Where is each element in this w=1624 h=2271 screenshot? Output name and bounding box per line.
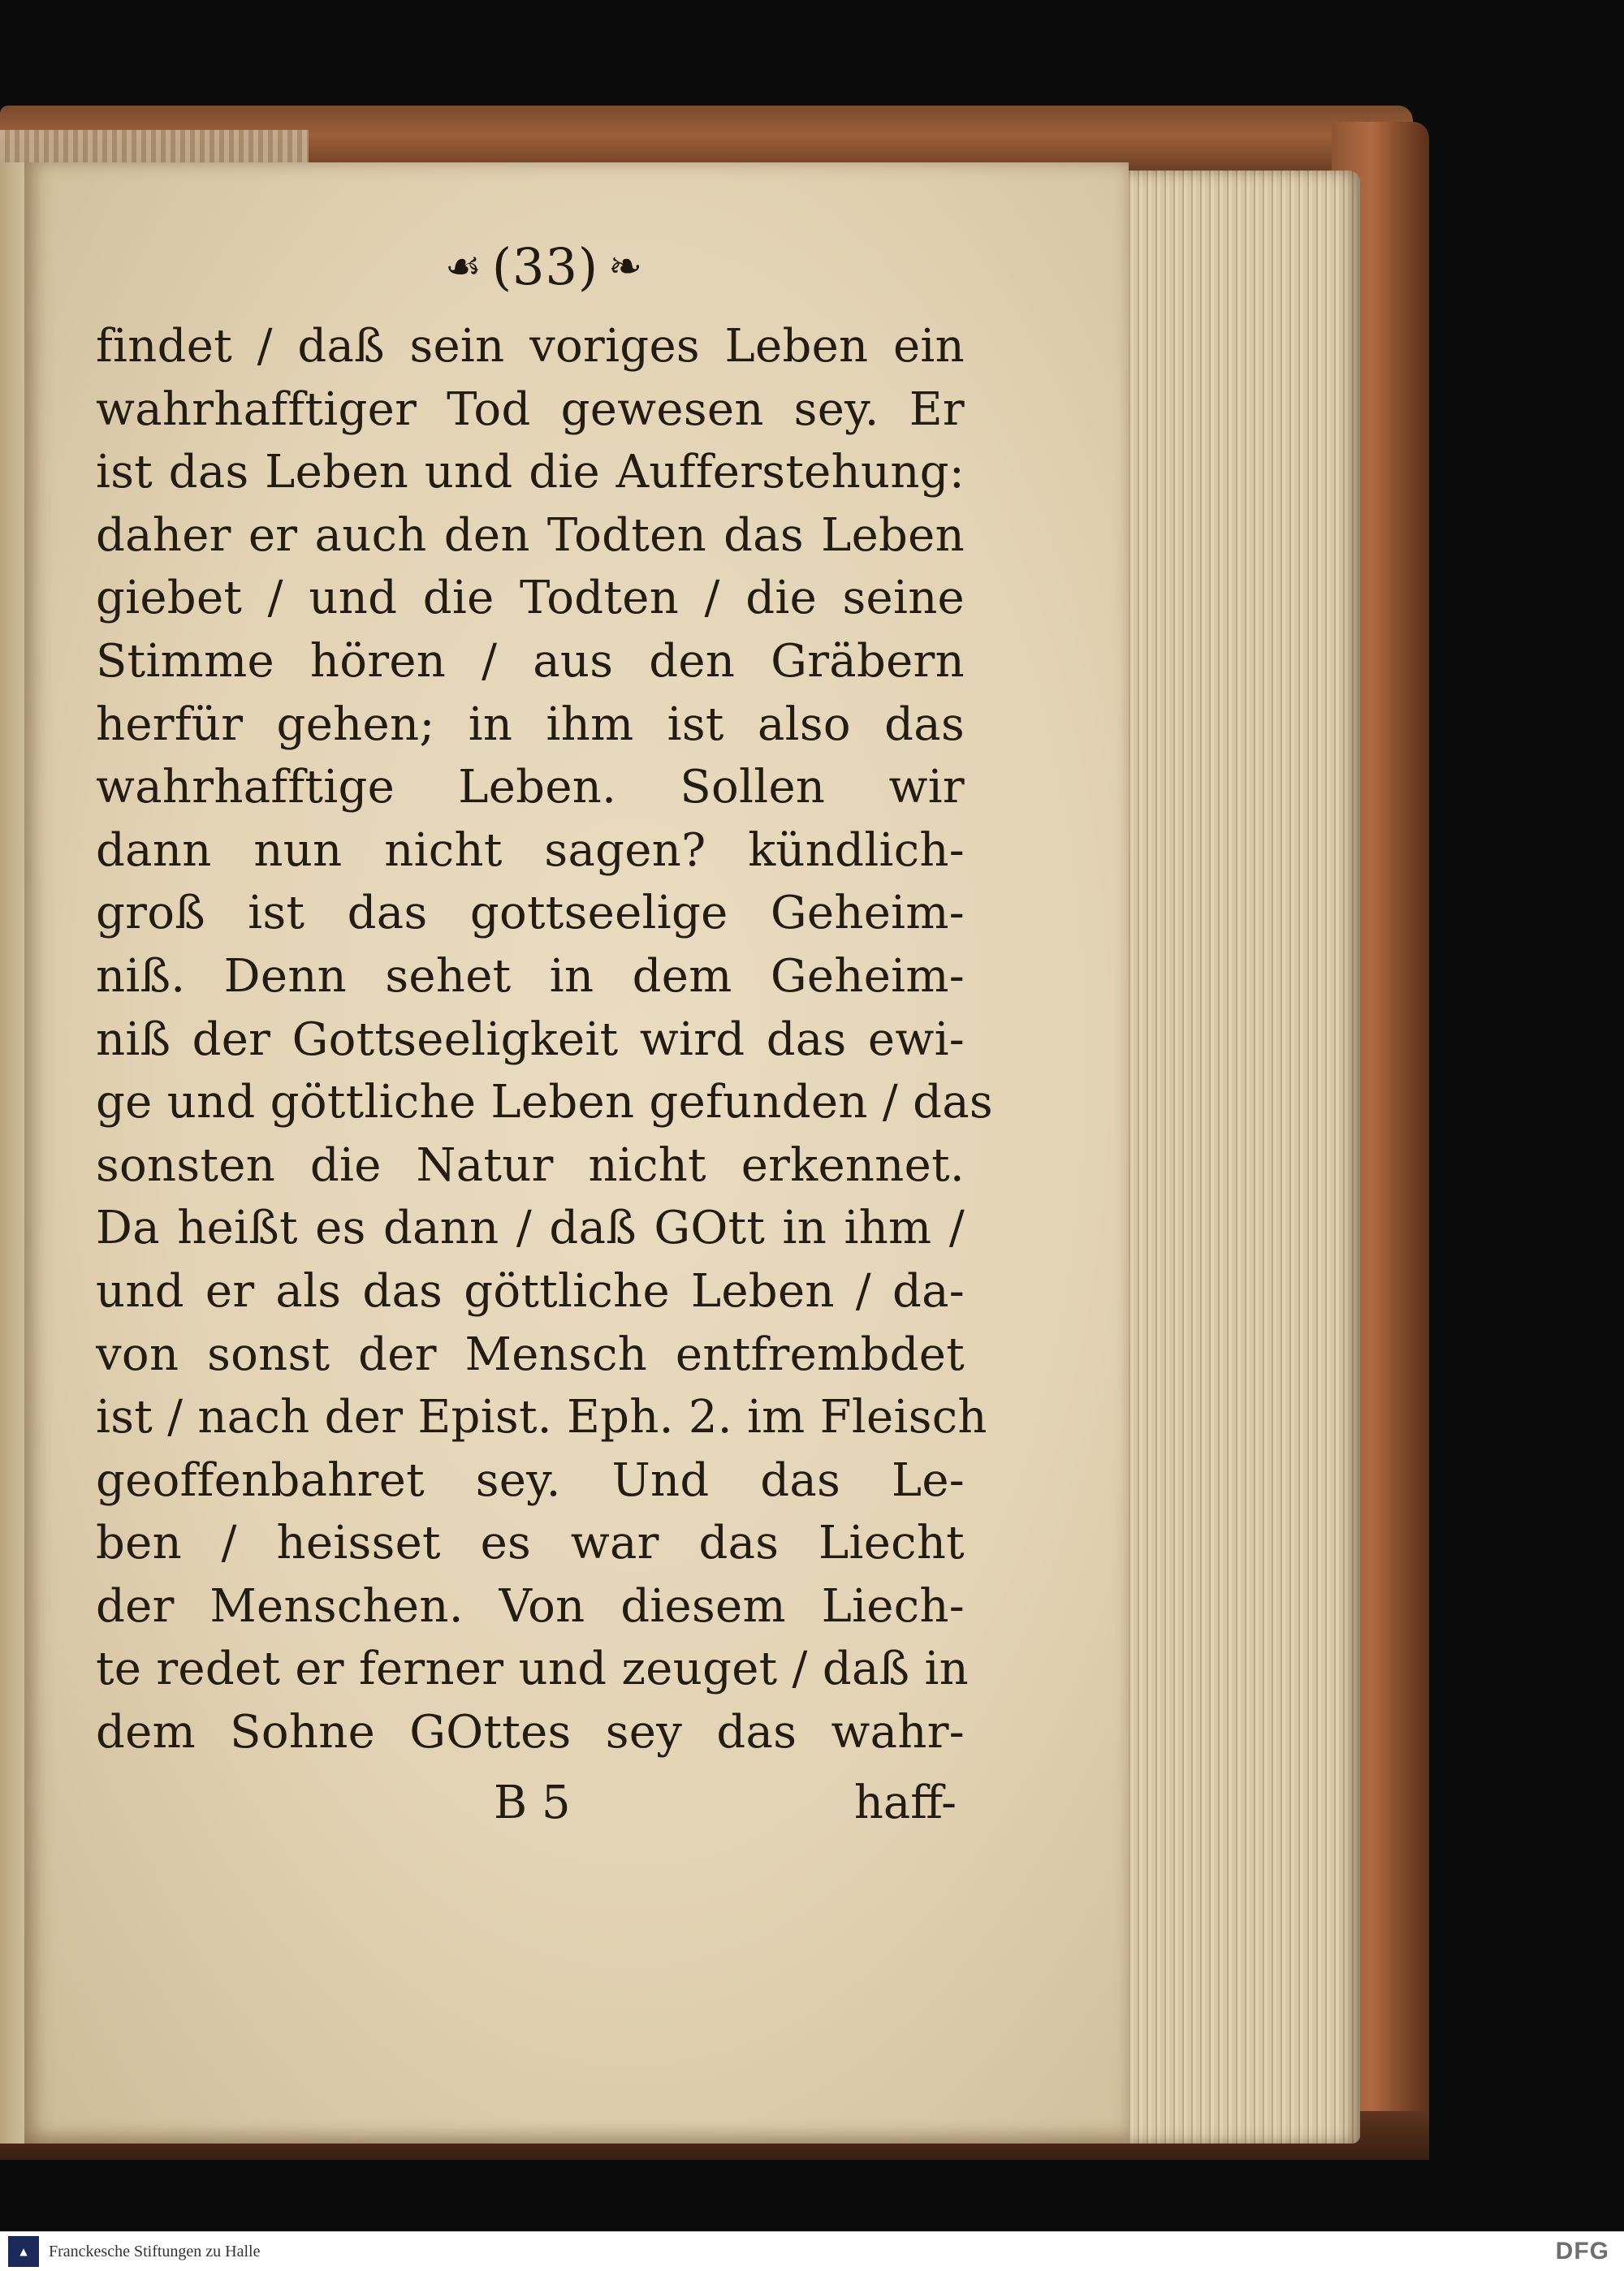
text-line: niß der Gottseeligkeit wird das ewi- [96, 1012, 965, 1066]
text-line: giebet / und die Todten / die seine [96, 572, 965, 625]
text-line: der Menschen. Von diesem Liech- [96, 1579, 965, 1633]
text-line: dem Sohne GOttes sey das wahr- [96, 1706, 965, 1759]
text-line: ge und göttliche Leben gefunden / das [96, 1076, 993, 1129]
text-line: herfür gehen; in ihm ist also das [96, 697, 965, 751]
text-line: sonsten die Natur nicht erkennet. [96, 1138, 965, 1192]
viewer-footer-bar [0, 2231, 1624, 2271]
institution-name: Franckesche Stiftungen zu Halle [49, 2242, 261, 2260]
text-line: wahrhafftiger Tod gewesen sey. Er [96, 382, 965, 436]
headband [0, 130, 309, 162]
dfg-logo: DFG [1555, 2238, 1609, 2265]
running-head [382, 234, 706, 299]
left-ornament-icon: ☙ [444, 243, 482, 290]
page-fore-edge [1125, 171, 1360, 2144]
signature-mark: B 5 [494, 1777, 571, 1829]
text-line: geoffenbahret sey. Und das Le- [96, 1453, 965, 1507]
page-footer [96, 1777, 965, 1850]
institution-logo-icon: ▲ [8, 2236, 39, 2267]
text-line: ben / heisset es war das Liecht [96, 1517, 965, 1570]
text-line: groß ist das gottseelige Geheim- [96, 887, 965, 940]
text-line: von sonst der Mensch entfrembdet [96, 1328, 965, 1381]
text-line: Da heißt es dann / daß GOtt in ihm / [96, 1202, 965, 1255]
right-ornament-icon: ❧ [608, 243, 643, 290]
text-line: dann nun nicht sagen? kündlich- [96, 823, 965, 877]
institution-credit[interactable] [0, 2236, 260, 2267]
text-line: findet / daß sein voriges Leben ein [96, 320, 965, 373]
text-block [96, 315, 993, 1764]
text-line: Stimme hören / aus den Gräbern [96, 634, 965, 688]
text-line: te redet er ferner und zeuget / daß in [96, 1643, 970, 1696]
text-line: und er als das göttliche Leben / da- [96, 1264, 965, 1318]
page-number: (33) [491, 236, 599, 296]
text-line: wahrhafftige Leben. Sollen wir [96, 761, 965, 814]
text-line: ist / nach der Epist. Eph. 2. im Fleisch [96, 1391, 987, 1444]
text-line: niß. Denn sehet in dem Geheim- [96, 949, 965, 1003]
text-line: ist das Leben und die Aufferstehung: [96, 446, 965, 499]
text-line: daher er auch den Todten das Leben [96, 508, 965, 562]
catchword: haff- [853, 1777, 957, 1829]
